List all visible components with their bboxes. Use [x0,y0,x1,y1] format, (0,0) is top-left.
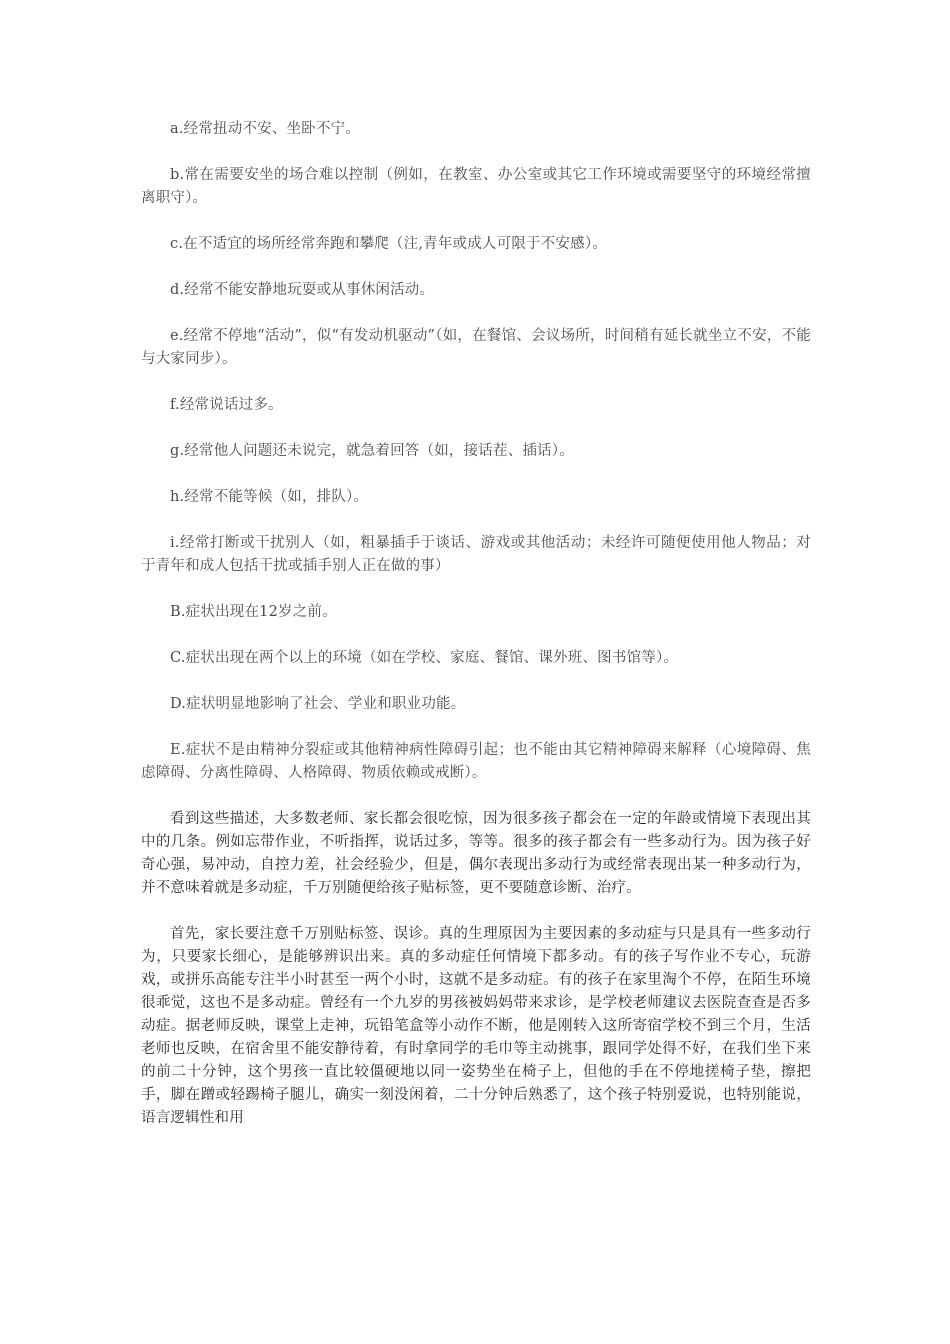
criterion-e: e.经常不停地“活动”，似“有发动机驱动”（如，在餐馆、会议场所，时间稍有延长就坐立不安，不能与大家同步）。 [141,328,811,367]
document-page [141,118,811,1153]
criterion-f: f.经常说话过多。 [170,397,283,413]
criterion-c: c.在不适宜的场所经常奔跑和攀爬（注,青年或成人可限于不安感）。 [170,236,607,252]
criterion-upper-c: C.症状出现在两个以上的环境（如在学校、家庭、餐馆、课外班、图书馆等）。 [170,650,679,666]
criterion-upper-e: E.症状不是由精神分裂症或其他精神病性障碍引起；也不能由其它精神障碍来解释（心境障碍、焦虑障碍、分离性障碍、人格障碍、物质依赖或戒断）。 [141,742,811,781]
criterion-h: h.经常不能等候（如，排队）。 [170,489,369,505]
criterion-d: d.经常不能安静地玩耍或从事休闲活动。 [170,282,435,298]
criterion-upper-d: D.症状明显地影响了社会、学业和职业功能。 [170,696,466,712]
criterion-g: g.经常他人问题还未说完，就急着回答（如，接话茬、插话）。 [170,443,574,459]
criterion-a: a.经常扭动不安、坐卧不宁。 [170,121,361,137]
body-paragraph: 首先，家长要注意千万别贴标签、误诊。真的生理原因为主要因素的多动症与只是具有一些多动行为，只要家长细心，是能够辨识出来。真的多动症任何情境下都多动。有的孩子写作业不专心，玩游戏，或拼乐高能专注半小时甚至一两个小时，这就不是多动症。有的孩子在家里淘个不停，在陌生环境很乖觉，这也不是多动症。曾经有一个九岁的男孩被妈妈带来求诊，是学校老师建议去医院查查是否多动症。据老师反映，课堂上走神，玩铅笔盒等小动作不断，他是刚转入这所寄宿学校不到三个月，生活老师也反映，在宿舍里不能安静待着，有时拿同学的毛巾等主动挑事，跟同学处得不好，在我们坐下来的前二十分钟，这个男孩一直比较僵硬地以同一姿势坐在椅子上，但他的手在不停地搓椅子垫，擦把手，脚在蹭或轻踢椅子腿儿，确实一刻没闲着，二十分钟后熟悉了，这个孩子特别爱说，也特别能说，语言逻辑性和用 [141,926,811,1126]
criterion-i: i.经常打断或干扰别人（如，粗暴插手于谈话、游戏或其他活动；未经许可随便使用他人物品；对于青年和成人包括干扰或插手别人正在做的事） [141,535,811,574]
criterion-upper-b: B.症状出现在12岁之前。 [170,604,337,620]
body-paragraph: 看到这些描述，大多数老师、家长都会很吃惊，因为很多孩子都会在一定的年龄或情境下表现出其中的几条。例如忘带作业，不听指挥，说话过多，等等。很多的孩子都会有一些多动行为。因为孩子好奇心强，易冲动，自控力差，社会经验少，但是，偶尔表现出多动行为或经常表现出某一种多动行为，并不意味着就是多动症，千万别随便给孩子贴标签，更不要随意诊断、治疗。 [141,811,811,896]
criterion-b: b.常在需要安坐的场合难以控制（例如，在教室、办公室或其它工作环境或需要坚守的环境经常擅离职守）。 [141,167,811,206]
